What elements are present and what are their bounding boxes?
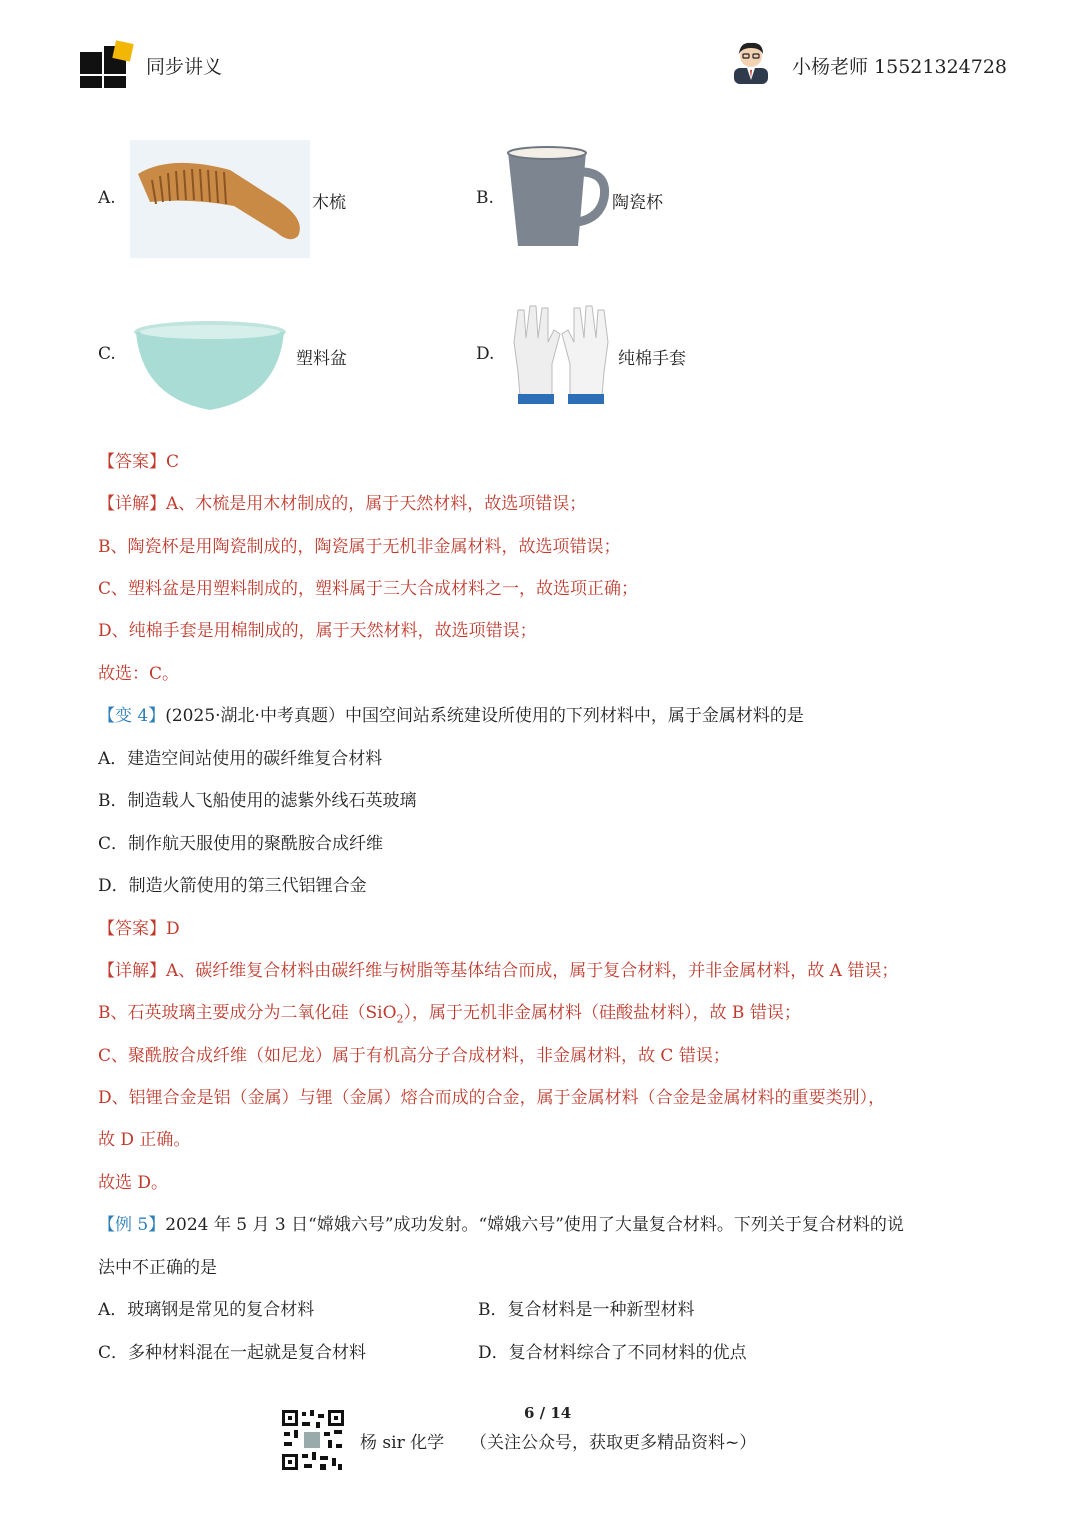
q3-detail-line-5: 故选：C。: [98, 664, 180, 684]
q4-detail-line-3: C、聚酰胺合成纤维（如尼龙）属于有机高分子合成材料，非金属材料，故 C 错误；: [98, 1046, 730, 1066]
q3-detail-line-3: C、塑料盆是用塑料制成的，塑料属于三大合成材料之一，故选项正确；: [98, 579, 639, 599]
option-a-letter: A.: [98, 188, 116, 208]
q4-option-a: A．建造空间站使用的碳纤维复合材料: [98, 749, 383, 769]
wooden-comb-image: [130, 140, 310, 258]
page-number: 6 / 14: [524, 1404, 572, 1422]
question-tag: 【变 4】: [98, 706, 166, 726]
teacher-avatar: [730, 38, 772, 84]
q4-option-d: D．制造火箭使用的第三代铝锂合金: [98, 876, 367, 896]
qr-code-icon: [280, 1408, 346, 1472]
footer-note: （关注公众号，获取更多精品资料~）: [470, 1433, 757, 1453]
option-a-caption: 木梳: [312, 193, 346, 213]
q4-detail-line-4: D、铝锂合金是铝（金属）与锂（金属）熔合而成的合金，属于金属材料（合金是金属材料的重要类别），: [98, 1088, 886, 1108]
q4-detail-line-1: [98, 959, 898, 983]
q5-stem-line-2: 法中不正确的是: [98, 1258, 217, 1278]
q4-option-b: B．制造载人飞船使用的滤紫外线石英玻璃: [98, 791, 417, 811]
option-c-caption: 塑料盆: [296, 349, 347, 369]
option-b-letter: B.: [476, 188, 494, 208]
detail-tag: 【详解】: [98, 494, 166, 514]
q4-detail-line-2: [98, 1001, 801, 1031]
ceramic-cup-image: [500, 142, 612, 250]
q5-option-d: D．复合材料综合了不同材料的优点: [478, 1343, 747, 1363]
footer-brand: 杨 sir 化学: [360, 1433, 445, 1453]
subscript: 2: [396, 1012, 404, 1026]
q5-option-a: A．玻璃钢是常见的复合材料: [98, 1300, 315, 1320]
header-logo: [80, 42, 134, 88]
header-title: 同步讲义: [146, 56, 223, 78]
option-b-caption: 陶瓷杯: [612, 193, 663, 213]
plastic-basin-image: [130, 318, 292, 414]
q5-option-b: B．复合材料是一种新型材料: [478, 1300, 695, 1320]
question-text: (2025·湖北·中考真题）中国空间站系统建设所使用的下列材料中，属于金属材料的是: [165, 706, 804, 726]
detail-text-pre: B、石英玻璃主要成分为二氧化硅（SiO: [98, 1003, 397, 1023]
q3-detail-line-4: D、纯棉手套是用棉制成的，属于天然材料，故选项错误；: [98, 621, 537, 641]
q5-stem-line-1: [98, 1213, 904, 1237]
detail-tag: 【详解】: [98, 961, 166, 981]
q3-detail-line-2: B、陶瓷杯是用陶瓷制成的，陶瓷属于无机非金属材料，故选项错误；: [98, 537, 621, 557]
question-text: 2024 年 5 月 3 日“嫦娥六号”成功发射。“嫦娥六号”使用了大量复合材料。下列关于复合材料的说: [165, 1215, 904, 1235]
detail-text: A、木梳是用木材制成的，属于天然材料，故选项错误；: [166, 494, 587, 514]
answer-value: D: [166, 919, 180, 939]
cotton-gloves-image: [508, 302, 614, 410]
q3-answer: [98, 450, 179, 474]
q4-answer: [98, 917, 180, 941]
q3-detail-line-1: [98, 492, 586, 516]
q4-detail-line-5: 故 D 正确。: [98, 1130, 191, 1150]
teacher-contact: 小杨老师 15521324728: [792, 56, 1008, 78]
q5-option-c: C．多种材料混在一起就是复合材料: [98, 1343, 367, 1363]
q4-detail-line-6: 故选 D。: [98, 1173, 169, 1193]
answer-tag: 【答案】: [98, 452, 166, 472]
option-d-caption: 纯棉手套: [618, 349, 686, 369]
q4-option-c: C．制作航天服使用的聚酰胺合成纤维: [98, 834, 384, 854]
detail-text: A、碳纤维复合材料由碳纤维与树脂等基体结合而成，属于复合材料，并非金属材料，故 A 错误；: [166, 961, 899, 981]
option-c-letter: C.: [98, 344, 116, 364]
answer-value: C: [166, 452, 180, 472]
q4-stem: [98, 704, 804, 728]
question-tag: 【例 5】: [98, 1215, 166, 1235]
answer-tag: 【答案】: [98, 919, 166, 939]
option-d-letter: D.: [476, 344, 495, 364]
detail-text-post: ），属于无机非金属材料（硅酸盐材料），故 B 错误；: [403, 1003, 801, 1023]
